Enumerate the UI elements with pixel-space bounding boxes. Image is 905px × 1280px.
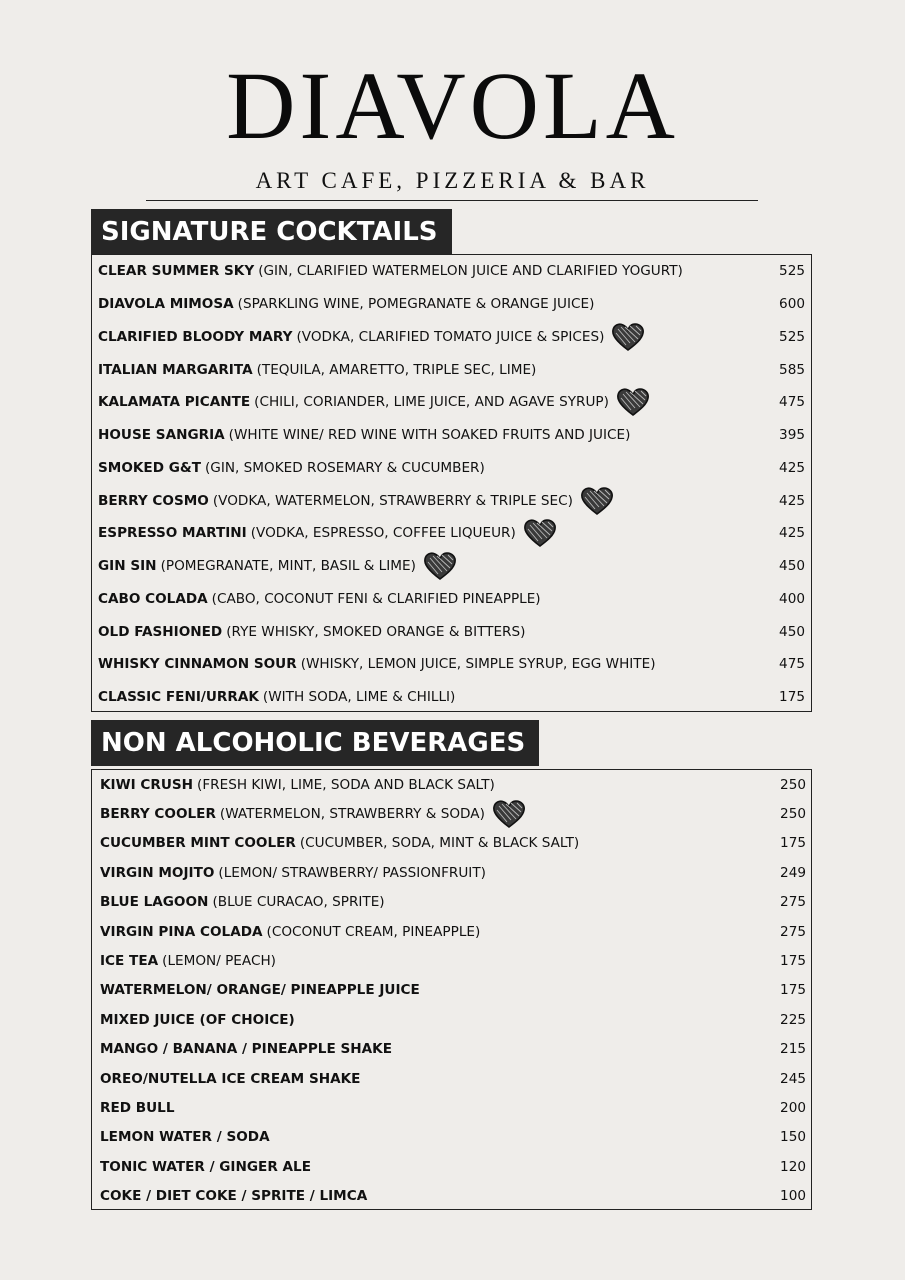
menu-item-price: 275 [780,923,806,940]
menu-item [92,1005,811,1034]
menu-item-price: 175 [780,982,806,999]
menu-item-name: VIRGIN MOJITO [100,864,215,881]
menu-item-description: (VODKA, WATERMELON, STRAWBERRY & TRIPLE SEC) [212,492,573,509]
menu-item-price: 250 [780,806,806,823]
menu-item-description: (SPARKLING WINE, POMEGRANATE & ORANGE JUICE) [237,296,595,313]
menu-item-price: 150 [780,1129,806,1146]
menu-item-name: BERRY COOLER [100,806,216,823]
menu-item-price: 395 [779,427,805,444]
menu-item-name: CLASSIC FENI/URRAK [98,689,259,706]
menu-item [92,1064,811,1093]
menu-item-name: BERRY COSMO [98,492,209,509]
menu-item-name: GIN SIN [98,558,157,575]
menu-item-price: 525 [779,263,805,280]
menu-item-name: ICE TEA [100,953,159,970]
menu-item-description: (CUCUMBER, SODA, MINT & BLACK SALT) [299,835,580,852]
menu-item-text [98,485,759,517]
menu-item-name: WATERMELON/ ORANGE/ PINEAPPLE JUICE [100,982,420,999]
menu-item-description: (WITH SODA, LIME & CHILLI) [262,689,456,706]
menu-item-description: (GIN, SMOKED ROSEMARY & CUCUMBER) [205,459,485,476]
menu-item [92,321,811,354]
menu-item-text [98,624,759,640]
menu-item-description: (VODKA, ESPRESSO, COFFEE LIQUEUR) [250,525,516,542]
menu-item-price: 200 [780,1099,806,1116]
menu-item [92,386,811,419]
menu-item-text [98,591,759,607]
menu-item-text [98,427,759,443]
menu-item [92,288,811,321]
menu-item [92,648,811,681]
section-title-nonalcoholic: NON ALCOHOLIC BEVERAGES [91,720,539,766]
menu-item [92,255,811,288]
menu-item-price: 175 [780,953,806,970]
menu-item-name: HOUSE SANGRIA [98,427,225,444]
menu-item-price: 175 [779,689,805,706]
menu-item-name: KIWI CRUSH [100,776,194,793]
heart-icon [491,798,527,830]
menu-item [92,888,811,917]
menu-item-name: SMOKED G&T [98,459,201,476]
menu-item-text [100,982,760,998]
menu-item-text [100,865,760,881]
menu-item-name: BLUE LAGOON [100,894,209,911]
menu-item [92,946,811,975]
menu-item-name: ITALIAN MARGARITA [98,361,253,378]
menu-item-price: 425 [779,459,805,476]
menu-item-price: 585 [779,361,805,378]
heart-icon [422,550,458,582]
menu-item-price: 475 [779,656,805,673]
menu-item-price: 175 [780,835,806,852]
menu-item-description: (WHISKY, LEMON JUICE, SIMPLE SYRUP, EGG WHITE) [300,656,656,673]
menu-item-name: WHISKY CINNAMON SOUR [98,656,297,673]
menu-item-text [100,1159,760,1175]
menu-item [92,799,811,828]
menu-item-description: (BLUE CURACAO, SPRITE) [212,894,385,911]
menu-item-text [98,263,759,279]
menu-item-description: (TEQUILA, AMARETTO, TRIPLE SEC, LIME) [256,361,537,378]
menu-item-text [98,321,759,353]
menu-item-name: CABO COLADA [98,590,208,607]
menu-item [92,484,811,517]
menu-item-description: (FRESH KIWI, LIME, SODA AND BLACK SALT) [197,776,495,793]
menu-item-name: VIRGIN PINA COLADA [100,923,263,940]
menu-item-text [98,386,759,418]
menu-item-price: 400 [779,590,805,607]
menu-item-text [100,835,760,851]
menu-item-text [100,1100,760,1116]
section-title-cocktails: SIGNATURE COCKTAILS [91,209,452,255]
brand-title: DIAVOLA [226,52,679,159]
menu-item-description: (CABO, COCONUT FENI & CLARIFIED PINEAPPLE) [211,590,541,607]
menu-item-text [100,1071,760,1087]
menu-item-text [98,656,759,672]
menu-item [92,917,811,946]
menu-item [92,829,811,858]
brand-tagline: ART CAFE, PIZZERIA & BAR [255,168,650,193]
menu-item-description: (WATERMELON, STRAWBERRY & SODA) [219,806,485,823]
heart-icon [522,517,558,549]
menu-item-text [100,777,760,793]
menu-item [92,770,811,799]
menu-item-text [100,1012,760,1028]
menu-item-description: (GIN, CLARIFIED WATERMELON JUICE AND CLARIFIED YOGURT) [258,263,683,280]
menu-item-name: CUCUMBER MINT COOLER [100,835,296,852]
header-divider [146,200,758,201]
menu-item-name: CLARIFIED BLOODY MARY [98,328,293,345]
menu-item-text [98,362,759,378]
menu-item-name: COKE / DIET COKE / SPRITE / LIMCA [100,1188,368,1205]
menu-item-name: ESPRESSO MARTINI [98,525,247,542]
menu-item-text [98,689,759,705]
menu-item-name: OLD FASHIONED [98,623,223,640]
menu-item-description: (VODKA, CLARIFIED TOMATO JUICE & SPICES) [296,328,605,345]
menu-item-name: CLEAR SUMMER SKY [98,263,255,280]
menu-item-description: (LEMON/ STRAWBERRY/ PASSIONFRUIT) [218,864,486,881]
heart-icon [610,321,646,353]
menu-item-name: KALAMATA PICANTE [98,394,251,411]
menu-item-text [98,517,759,549]
menu-item-name: OREO/NUTELLA ICE CREAM SHAKE [100,1070,361,1087]
cocktails-list [91,254,812,712]
menu-item-price: 249 [780,864,806,881]
menu-item-description: (RYE WHISKY, SMOKED ORANGE & BITTERS) [226,623,526,640]
menu-item-price: 450 [779,623,805,640]
menu-item [92,858,811,887]
menu-item-price: 600 [779,296,805,313]
menu-item [92,976,811,1005]
menu-item [92,1152,811,1181]
menu-item [92,1181,811,1210]
menu-item [92,583,811,616]
menu-item-text [98,296,759,312]
menu-item-description: (CHILI, CORIANDER, LIME JUICE, AND AGAVE SYRUP) [254,394,609,411]
menu-item-price: 250 [780,776,806,793]
menu-item-price: 525 [779,328,805,345]
menu-item [92,681,811,714]
menu-item-price: 225 [780,1011,806,1028]
menu-item-name: RED BULL [100,1099,175,1116]
menu-item-price: 475 [779,394,805,411]
menu-item-text [100,894,760,910]
menu-item-text [100,924,760,940]
menu-item-price: 215 [780,1041,806,1058]
menu-item-description: (POMEGRANATE, MINT, BASIL & LIME) [160,558,416,575]
menu-item-price: 425 [779,525,805,542]
menu-item-name: MANGO / BANANA / PINEAPPLE SHAKE [100,1041,392,1058]
nonalcoholic-list [91,769,812,1210]
menu-item-text [98,460,759,476]
menu-item-price: 120 [780,1158,806,1175]
menu-item-name: LEMON WATER / SODA [100,1129,270,1146]
menu-item [92,1035,811,1064]
heart-icon [579,485,615,517]
menu-item-name: TONIC WATER / GINGER ALE [100,1158,311,1175]
menu-item [92,452,811,485]
menu-item-text [100,1041,760,1057]
menu-item-text [100,798,760,830]
menu-item-text [98,550,759,582]
menu-item-description: (COCONUT CREAM, PINEAPPLE) [266,923,481,940]
menu-item-name: DIAVOLA MIMOSA [98,296,234,313]
menu-item-description: (LEMON/ PEACH) [162,953,276,970]
menu-item-price: 450 [779,558,805,575]
menu-item-description: (WHITE WINE/ RED WINE WITH SOAKED FRUITS AND JUICE) [228,427,631,444]
menu-item [92,1123,811,1152]
menu-item-price: 100 [780,1188,806,1205]
menu-item [92,419,811,452]
heart-icon [615,386,651,418]
menu-item-text [100,953,760,969]
menu-item [92,353,811,386]
menu-item-text [100,1188,760,1204]
menu-item [92,1093,811,1122]
menu-item [92,615,811,648]
menu-item [92,550,811,583]
menu-item-name: MIXED JUICE (OF CHOICE) [100,1011,295,1028]
menu-item-price: 275 [780,894,806,911]
menu-item-price: 245 [780,1070,806,1087]
menu-item-price: 425 [779,492,805,509]
menu-item-text [100,1129,760,1145]
menu-item [92,517,811,550]
